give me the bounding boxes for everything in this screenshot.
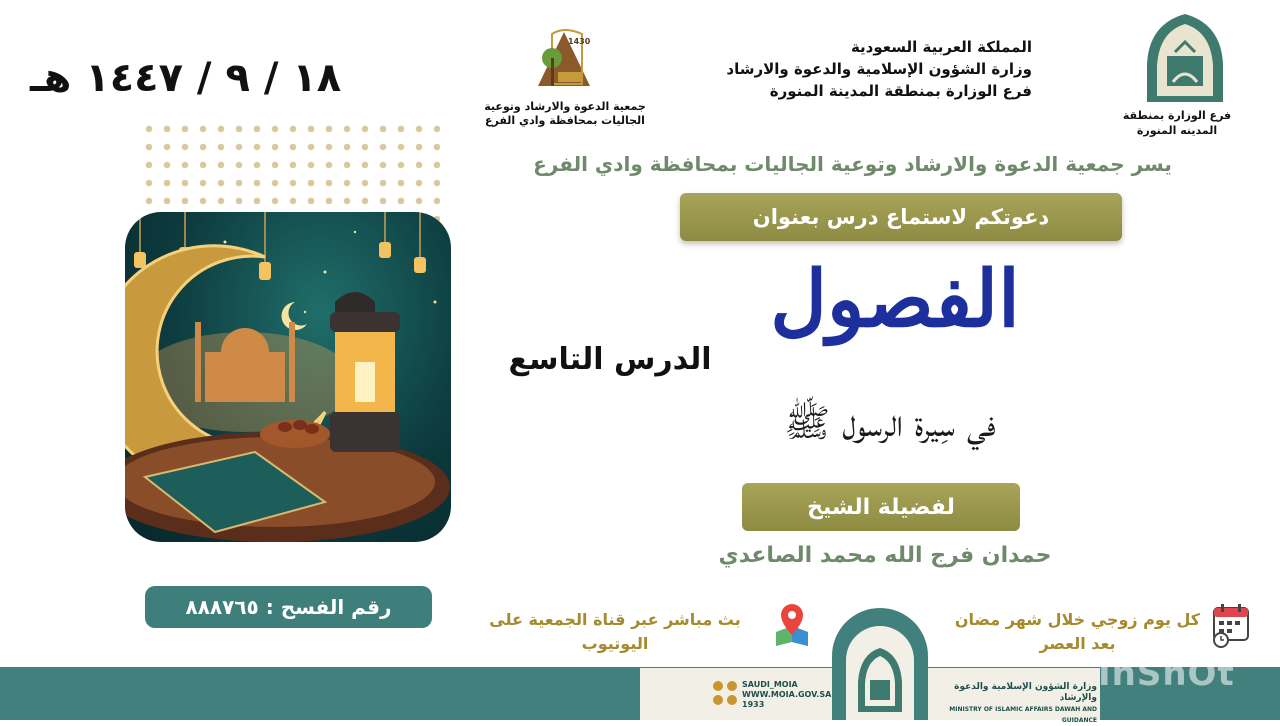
- branch-caption-line2: المدينه المنورة: [1136, 124, 1218, 137]
- footer-ministry-ar: وزارة الشؤون الإسلامية والدعوة والإرشاد: [954, 682, 1097, 703]
- ministry-header: [652, 36, 1032, 102]
- ministry-line1: المملكة العربية السعودية: [850, 38, 1032, 56]
- broadcast-info: [470, 608, 760, 656]
- invite-banner: دعوتكم لاستماع درس بعنوان: [680, 193, 1122, 241]
- footer-ministry-name: [937, 682, 1097, 726]
- broadcast-line2: اليوتيوب: [581, 634, 649, 653]
- schedule-line2: بعد العصر: [1039, 634, 1116, 653]
- ministry-line3: فرع الوزارة بمنطقة المدينة المنورة: [769, 82, 1032, 100]
- hijri-date: ١٨ / ٩ / ١٤٤٧ هـ: [30, 55, 342, 101]
- association-caption-line2: الجاليات بمحافظة وادي الفرع: [485, 114, 645, 127]
- lecture-subtitle: في سِيرة الرسول ﷺ: [784, 401, 996, 445]
- ministry-line2: وزارة الشؤون الإسلامية والدعوة والارشاد: [726, 60, 1032, 78]
- lecture-title: الفصول: [770, 254, 1020, 345]
- association-caption-line1: جمعية الدعوة والارشاد وتوعية: [484, 100, 646, 113]
- broadcast-line1: بث مباشر عبر قناة الجمعية على: [489, 610, 741, 629]
- footer-ministry-logo-icon: [846, 626, 914, 720]
- footer-contact: [742, 680, 831, 710]
- branch-caption: [1112, 108, 1242, 138]
- location-pin-icon: [772, 602, 812, 648]
- footer-phone: 1933: [742, 700, 765, 709]
- footer-social-icons: [712, 680, 738, 706]
- inshot-watermark: InShOt: [1098, 654, 1235, 694]
- footer-website[interactable]: WWW.MOIA.GOV.SA: [742, 690, 832, 699]
- association-logo-icon: [522, 24, 606, 104]
- ministry-logo-icon: [1143, 12, 1227, 104]
- footer-arch-inner: [846, 626, 914, 720]
- lesson-label: الدرس التاسع: [508, 342, 712, 377]
- association-year: 1430: [568, 37, 591, 46]
- permit-number-badge: رقم الفسح : ٨٨٨٧٦٥: [145, 586, 432, 628]
- schedule-line1: كل يوم زوجي خلال شهر مضان: [954, 610, 1201, 629]
- branch-caption-line1: فرع الوزارة بمنطقة: [1122, 109, 1232, 122]
- association-caption: [480, 100, 650, 128]
- intro-text: يسر جمعية الدعوة والارشاد وتوعية الجاليات بمحافظة وادي الفرع: [533, 152, 1172, 176]
- footer-handle[interactable]: SAUDI_MOIA: [742, 680, 798, 689]
- schedule-info: [945, 608, 1210, 656]
- footer-ministry-en: MINISTRY OF ISLAMIC AFFAIRS DAWAH AND GUIDANCE: [949, 706, 1097, 724]
- calendar-icon: [1210, 602, 1254, 648]
- sheikh-name: حمدان فرج الله محمد الصاعدي: [718, 543, 1052, 568]
- sheikh-label-banner: لفضيلة الشيخ: [742, 483, 1020, 531]
- ramadan-lantern-image: [125, 212, 451, 542]
